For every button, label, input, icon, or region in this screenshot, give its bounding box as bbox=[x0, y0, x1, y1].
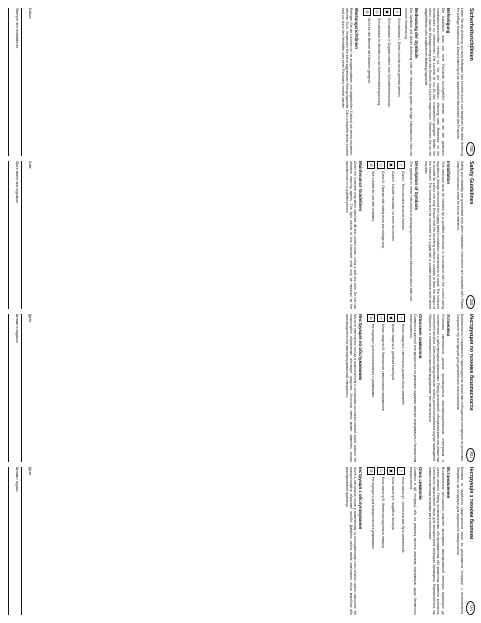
date-line bbox=[21, 8, 26, 156]
symbol-text: Schutzklasse II: Doppelt isoliert, kein Schutzleiteranschluss. bbox=[387, 18, 392, 108]
stamp-line bbox=[8, 314, 13, 462]
section-heading: Інструкція з обслуговування bbox=[358, 467, 364, 530]
symbol-text: Клас захисту III: безпечна наднизька напруга. bbox=[381, 477, 386, 549]
column-title: Інструкція з техніки безпеки bbox=[468, 467, 475, 540]
column-title: Safety Guidelines bbox=[468, 161, 475, 205]
section-heading: Опис символів bbox=[417, 467, 423, 500]
symbol-row bbox=[377, 161, 385, 309]
symbol-row bbox=[377, 467, 385, 615]
symbol-text: Not suitable for use with dimmers. bbox=[371, 171, 376, 223]
column-de bbox=[6, 8, 475, 156]
stamp-label: Штамп і підпис bbox=[15, 467, 20, 492]
double-insulation-icon: ▣ bbox=[387, 314, 395, 322]
section-heading: Installation bbox=[445, 161, 451, 185]
symbol-text: Класс защиты III: безопасное сверхнизкое напряжение. bbox=[381, 324, 386, 412]
date-label: Дата bbox=[28, 314, 33, 322]
stamp-label: Stempel des Installateurs bbox=[15, 8, 20, 49]
column-header bbox=[466, 467, 475, 615]
intro-text: Safety and reliability are guaranteed only when installation instructions are complied with. Please keep this instruction sheet for future reference. bbox=[455, 161, 464, 309]
section-heading: Установка bbox=[445, 314, 451, 337]
double-insulation-icon: ▣ bbox=[387, 467, 395, 475]
symbol-text: Class III: Operate with safety extra low voltage only. bbox=[381, 171, 386, 249]
column-title: Sicherheitsrichtlinien bbox=[468, 8, 475, 61]
symbol-row bbox=[363, 8, 371, 156]
language-badge: DE bbox=[466, 142, 475, 156]
signature-area bbox=[6, 314, 32, 462]
language-badge: RU bbox=[466, 448, 475, 462]
symbol-row bbox=[397, 467, 405, 615]
symbol-text: Клас захисту I: світильник має бути заземлений. bbox=[401, 477, 406, 554]
stamp-line bbox=[8, 161, 13, 309]
class-three-icon: ◇ bbox=[377, 467, 385, 475]
symbol-text: Schutzklasse III: Betrieb nur mit Sicherheitskleinspannung. bbox=[377, 18, 382, 107]
symbol-text: Класс защиты II: двойная изоляция. bbox=[391, 324, 396, 381]
date-line bbox=[21, 467, 26, 615]
date-line bbox=[21, 314, 26, 462]
symbol-text: Schutzklasse I: Diese Leuchte muss geerdet werden. bbox=[397, 18, 402, 98]
no-dimmer-icon: ⊘ bbox=[363, 8, 371, 16]
section-text: Reinigen Sie die Leuchte nur im ausgeschalteten und abgekühlten Zustand mit einem trockenen, weichen Tuch. Verwenden Sie keine aggressiven Reinigungsmittel. Die Lichtquelle dieser Leuchte darf nur durch den Hersteller oder einen Fachmann ersetzt werden. bbox=[340, 8, 354, 156]
signature-area bbox=[6, 161, 32, 309]
section-heading: Описание символов bbox=[417, 314, 423, 359]
intro-text: Безпека та надійність гарантуються лише за дотримання інструкції з встановлення. Збережіть цю інструкцію для подальшого використання. bbox=[455, 467, 464, 615]
column-header bbox=[466, 8, 475, 156]
earth-symbol-icon: ⏚ bbox=[397, 314, 405, 322]
symbol-row bbox=[367, 467, 375, 615]
section-heading: Description of Symbols bbox=[413, 161, 419, 211]
section-text: Установка светильника должна производиться квалифицированным электриком в соответствии с действующими правилами. Перед установкой, обслуживанием или ремонтом отключите питание. Светильник предназначен только для использования внутри помещений. Убедитесь, что поверхность монтажа выдерживает вес светильника. bbox=[427, 314, 445, 462]
section-text: Чистите светильник только в выключенном и остывшем состоянии мягкой сухой тканью. Не используйте абразивные чистящие средства. Источник света может заменять только производитель или квалифицированный специалист. bbox=[344, 314, 358, 462]
intro-text: Безопасность и надежность гарантируются только при соблюдении инструкции по установке. Сохраните эту инструкцию для дальнейшего использования. bbox=[455, 314, 464, 462]
earth-symbol-icon: ⏚ bbox=[397, 467, 405, 475]
section-text: This luminaire must be installed by a qualified electrician in accordance with the current wiring regulations. Always disconnect the supply before installation, maintenance or repair. The luminaire is suitable for indoor use only. Ensure that the mounting surface is suitable to bear the weight of the luminaire. The luminaire must be connected to a supply with a suitable protective earth where required. bbox=[423, 161, 445, 309]
double-insulation-icon: ▣ bbox=[387, 161, 395, 169]
symbol-text: Class II: Double insulated, no earth connection. bbox=[391, 171, 396, 243]
section-heading: Bedeutung der Symbole bbox=[413, 8, 419, 59]
column-title: Инструкция по технике безопасности bbox=[468, 314, 475, 411]
column-ua bbox=[6, 467, 475, 615]
symbol-row bbox=[393, 8, 401, 156]
section-text: Символи в цій інструкції або на упаковці містять важливу інформацію щодо безпечного використання. bbox=[408, 467, 417, 615]
symbol-row bbox=[367, 314, 375, 462]
no-dimmer-icon: ⊘ bbox=[367, 161, 375, 169]
stamp-label: Store stamp and signature bbox=[15, 161, 20, 204]
intro-text: Lesen Sie die Anleitung vor dem Auftragen des Leuchte durch und bewahren Sie diese Anleitung für künftige Hinweise auf. Diese Anleitung ist ein wesentlicher Bestandteil des Produkts. bbox=[455, 8, 464, 156]
section-heading: Wartungsrichtlinien bbox=[354, 8, 360, 50]
symbol-row bbox=[383, 8, 391, 156]
class-three-icon: ◇ bbox=[373, 8, 381, 16]
section-heading: Встановлення bbox=[445, 467, 451, 499]
class-three-icon: ◇ bbox=[377, 314, 385, 322]
column-header bbox=[466, 314, 475, 462]
double-insulation-icon: ▣ bbox=[383, 8, 391, 16]
section-text: The symbols on these instructions or packaging provide important information about safe use. bbox=[408, 161, 413, 302]
column-header bbox=[466, 161, 475, 309]
symbol-text: Клас захисту II: подвійна ізоляція. bbox=[391, 477, 396, 531]
symbol-text: Не подходит для использования с диммерами. bbox=[371, 324, 376, 399]
symbol-row bbox=[397, 314, 405, 462]
symbol-row bbox=[367, 161, 375, 309]
signature-area bbox=[6, 8, 32, 156]
symbol-text: Класс защиты I: светильник должен быть заземлён. bbox=[401, 324, 406, 406]
column-ru bbox=[6, 314, 475, 462]
stamp-label: Штамп и подпись bbox=[15, 314, 20, 343]
date-label: Datum bbox=[28, 8, 33, 19]
stamp-line bbox=[8, 8, 13, 156]
symbol-row bbox=[377, 314, 385, 462]
symbol-text: Nicht für den Betrieb mit Dimmern geeignet. bbox=[367, 18, 372, 84]
symbol-row bbox=[373, 8, 381, 156]
section-text: Die Symbole auf dieser Anleitung oder der Verpackung geben wichtige Informationen über die sichere Verwendung. bbox=[404, 8, 413, 156]
date-label: Date bbox=[28, 161, 33, 169]
earth-symbol-icon: ⏚ bbox=[393, 8, 401, 16]
language-badge: GB bbox=[466, 295, 475, 309]
symbol-row bbox=[387, 161, 395, 309]
section-heading: Maintenance Guidelines bbox=[358, 161, 364, 212]
symbol-row bbox=[397, 161, 405, 309]
column-gb bbox=[6, 161, 475, 309]
section-text: Clean the luminaire only when switched off and cooled down, using a soft dry cloth. Do not use abrasive cleaning agents. The light source of this luminaire shall only be replaced by the manufacturer or a qualified person. bbox=[344, 161, 358, 309]
symbol-text: Не підходить для використання з диммерами. bbox=[371, 477, 376, 550]
symbol-text: Class I: This luminaire must be earthed. bbox=[401, 171, 406, 231]
section-text: Чистіть світильник лише у вимкненому та охолодженому стані м'якою сухою тканиною. Не використовуйте абразивні засоби. Джерело світла може замінювати лише виробник або кваліфікований фахівець. bbox=[344, 467, 358, 615]
class-three-icon: ◇ bbox=[377, 161, 385, 169]
signature-area bbox=[6, 467, 32, 615]
date-line bbox=[21, 161, 26, 309]
section-heading: Инструкция по обслуживанию bbox=[358, 314, 364, 381]
no-dimmer-icon: ⊘ bbox=[367, 314, 375, 322]
section-text: Символы в данной инструкции или на упаковке содержат важную информацию о безопасном использовании. bbox=[408, 314, 417, 462]
language-badge: UA bbox=[466, 601, 475, 615]
earth-symbol-icon: ⏚ bbox=[397, 161, 405, 169]
no-dimmer-icon: ⊘ bbox=[367, 467, 375, 475]
date-label: Дата bbox=[28, 467, 33, 475]
section-text: Встановлення світильника повинен виконувати кваліфікований електрик відповідно до чинних правил. Перед встановленням, обслуговуванням або ремонтом вимкніть живлення. Світильник призначений лише для використання всередині приміщень. Переконайтеся, що поверхня монтажу витримує вагу світильника. bbox=[427, 467, 445, 615]
symbol-row bbox=[387, 314, 395, 462]
section-heading: Befestigung bbox=[445, 8, 451, 34]
section-text: Die Installation muss von einer Fachkraft durchgeführt werden, die mit den geltenden Installationsvorschriften vertraut ist. Vor der Installation, Wartung oder Reparatur ist die Stromzufuhr zu unterbrechen. Die Leuchte ist nur für den Innenbereich geeignet. Stellen Sie sicher, dass der Montageuntergrund das Gewicht der Leuchte tragen kann. Verwenden Sie nur die mitgelieferten oder empfohlenen Befestigungsmittel. bbox=[423, 8, 445, 156]
symbol-row bbox=[387, 467, 395, 615]
stamp-line bbox=[8, 467, 13, 615]
